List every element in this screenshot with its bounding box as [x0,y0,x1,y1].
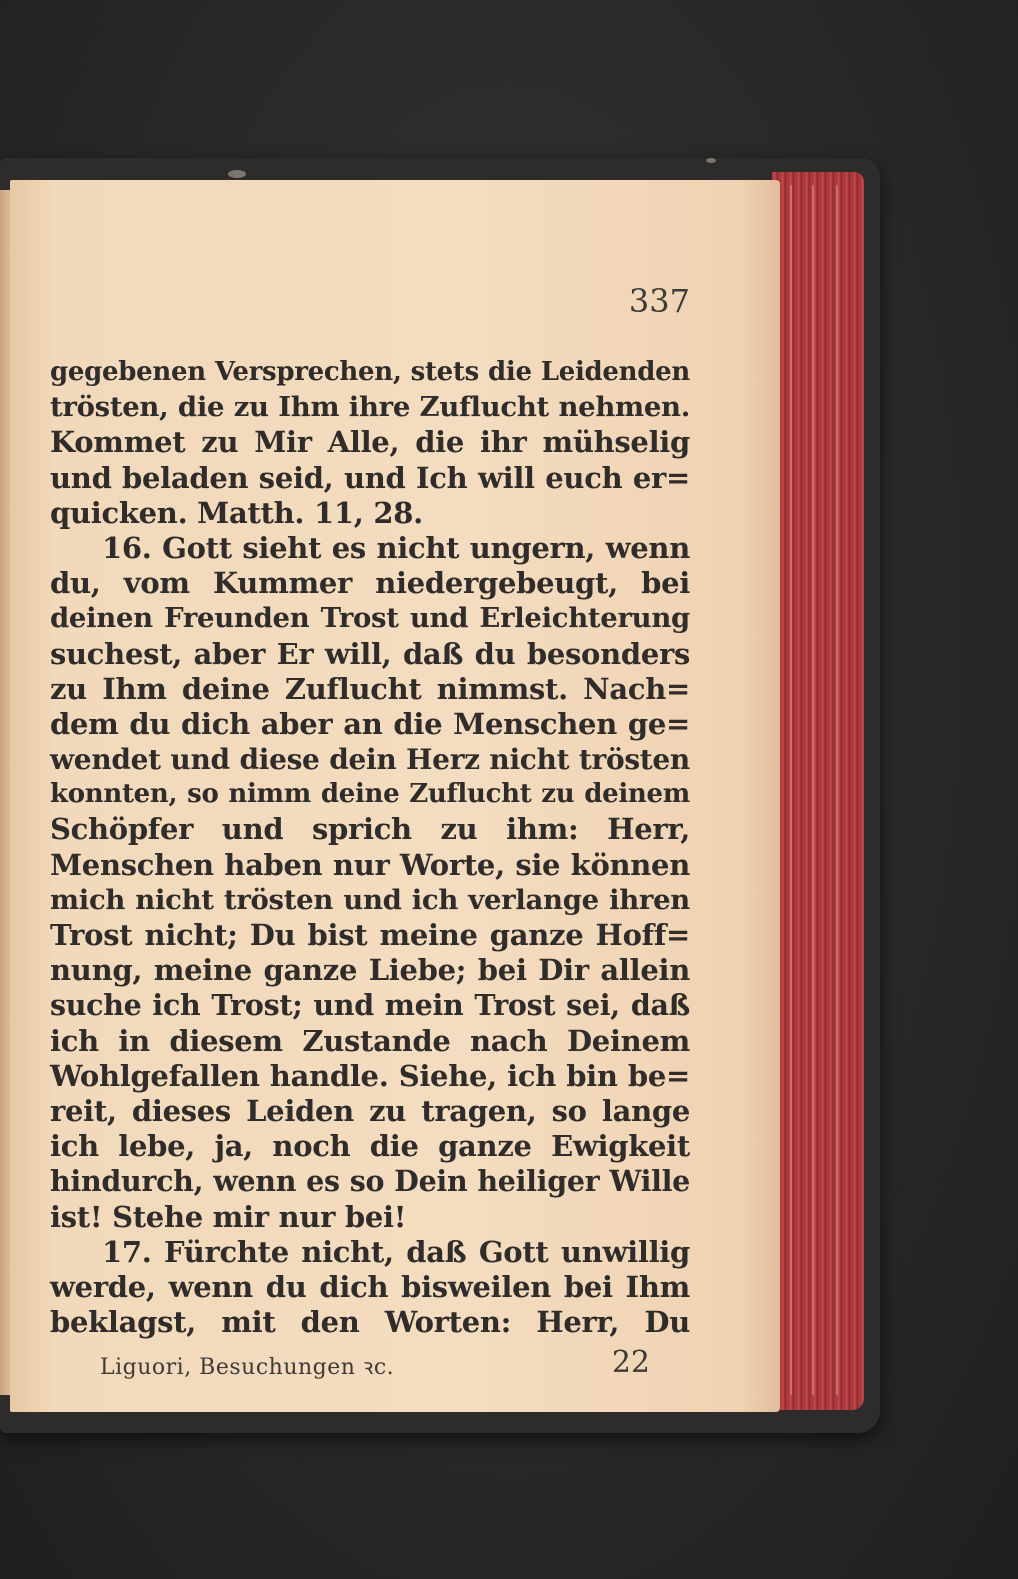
text-line: Menschen haben nur Worte, sie können [50,847,690,882]
page-edge-line [836,185,838,1395]
text-line: hindurch, wenn es so Dein heiliger Wille [50,1164,690,1199]
text-line: ich lebe, ja, noch die ganze Ewigkeit [50,1129,690,1164]
text-line: Trost nicht; Du bist meine ganze Hoff= [50,918,690,952]
text-line: gegebenen Versprechen, stets die Leidenden [50,357,690,387]
text-line: du, vom Kummer niedergebeugt, bei [50,566,690,601]
text-line: 17. Fürchte nicht, daß Gott unwillig [102,1234,690,1269]
text-line: Wohlgefallen handle. Siehe, ich bin be= [50,1058,690,1093]
text-line: ist! Stehe mir nur bei! [50,1199,407,1234]
dust-speck [706,158,716,163]
text-line: werde, wenn du dich bisweilen bei Ihm [50,1269,690,1304]
text-line: Kommet zu Mir Alle, die ihr mühselig [50,425,690,460]
text-line: dem du dich aber an die Menschen ge= [50,706,690,741]
text-line: reit, dieses Leiden zu tragen, so lange [50,1093,690,1128]
page-number: 337 [628,282,690,320]
text-line: suchest, aber Er will, daß du besonders [50,636,690,671]
text-line: konnten, so nimm deine Zuflucht zu deinem [50,779,690,810]
text-line: Schöpfer und sprich zu ihm: Herr, [50,812,690,847]
sheet-number: 22 [611,1345,650,1380]
text-line: 16. Gott sieht es nicht ungern, wenn [102,530,690,565]
text-line: mich nicht trösten und ich verlange ihren [50,883,690,916]
text-line: und beladen seid, und Ich will euch er= [50,460,690,495]
text-line: beklagst, mit den Worten: Herr, Du [50,1305,690,1340]
dust-speck [228,170,246,178]
text-line: quicken. Matth. 11, 28. [50,495,423,530]
text-line: ich in diesem Zustande nach Deinem [50,1023,690,1058]
text-line: zu Ihm deine Zuflucht nimmst. Nach= [50,671,690,706]
text-line: nung, meine ganze Liebe; bei Dir allein [50,953,690,988]
page-text [50,355,690,1340]
text-line: wendet und diese dein Herz nicht trösten [50,743,690,777]
text-line: trösten, die zu Ihm ihre Zuflucht nehmen. [50,391,690,424]
page-footer [100,1345,650,1385]
text-line: deinen Freunden Trost und Erleichterung [50,602,690,635]
page-edge-line [790,185,792,1395]
text-line: suche ich Trost; und mein Trost sei, daß [50,988,690,1023]
page-edge-line [812,185,814,1395]
red-page-edges [772,172,864,1410]
footer-signature: Liguori, Besuchungen ꝛc. [100,1355,395,1380]
